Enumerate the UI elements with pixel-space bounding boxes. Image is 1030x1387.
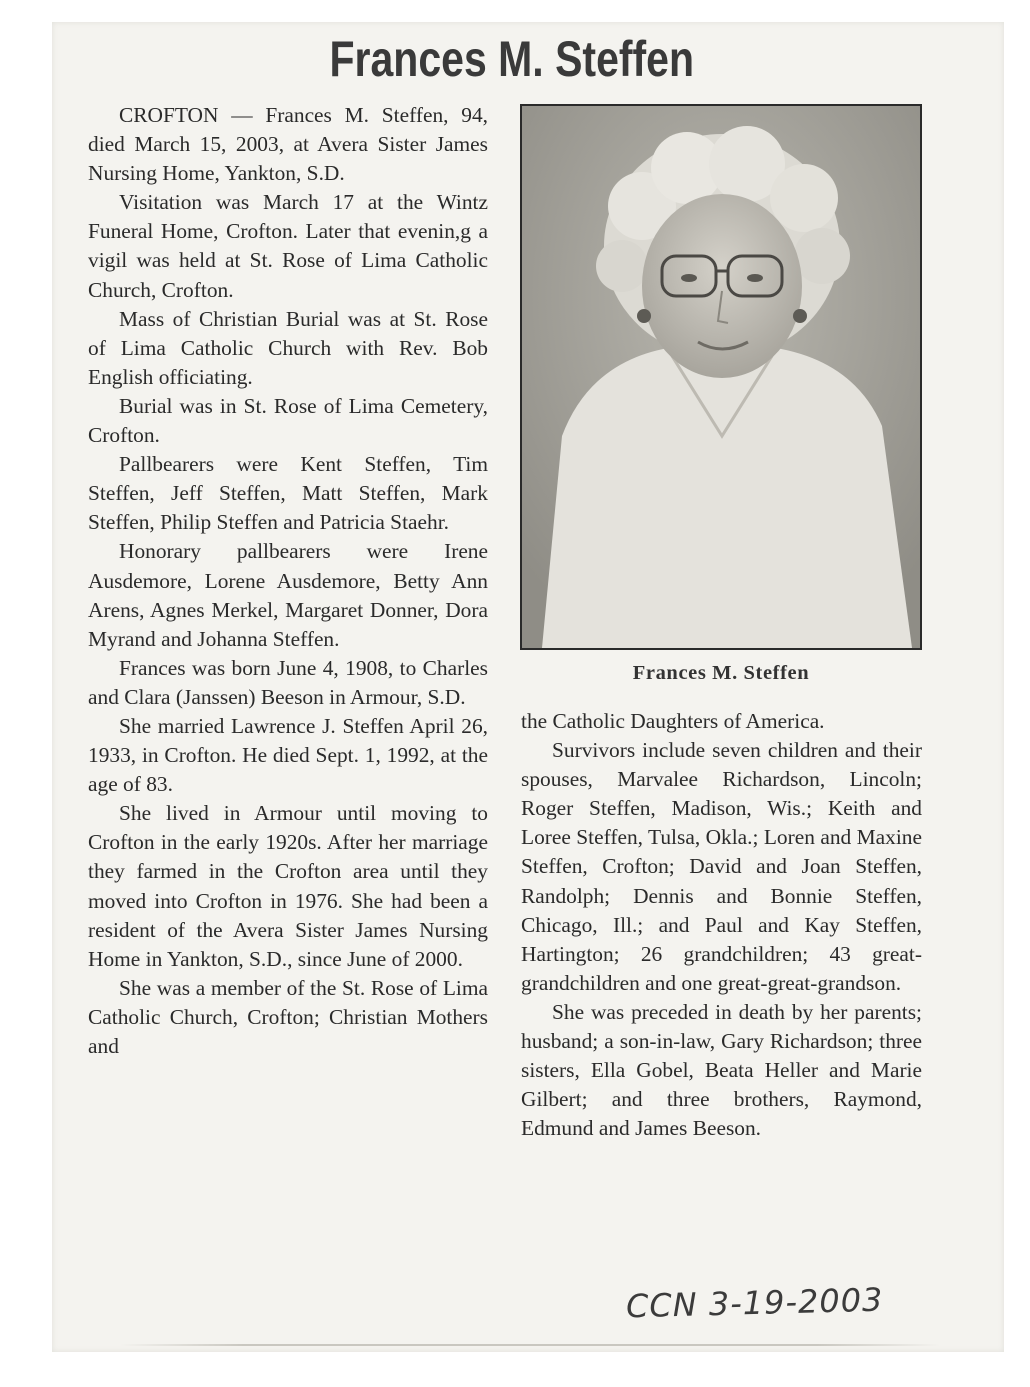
- mass-paragraph: Mass of Christian Burial was at St. Rose of Lima Catholic Church with Rev. Bob English officiating.: [88, 306, 488, 389]
- headline: Frances M. Steffen: [329, 31, 695, 87]
- obituary-lead: CROFTON — Frances M. Steffen, 94, died March 15, 2003, at Avera Sister James Nursing Home, Yankton, S.D.: [88, 103, 488, 186]
- visitation-paragraph: Visitation was March 17 at the Wintz Funeral Home, Crofton. Later that evenin,g a vigil was held at St. Rose of Lima Catholic Church, Crofton.: [88, 190, 488, 302]
- membership-continued: the Catholic Daughters of America.: [521, 709, 825, 733]
- preceded-paragraph: She was preceded in death by her parents; husband; a son-in-law, Gary Richardson; three sisters, Ella Gobel, Beata Heller and Marie Gilbert; and three brothers, Raymond, Edmund and James Beeson.: [521, 999, 922, 1141]
- photo-caption: Frances M. Steffen: [632, 662, 810, 684]
- left-column: [88, 101, 488, 1061]
- right-column: [521, 707, 922, 1143]
- marriage-paragraph: She married Lawrence J. Steffen April 26, 1933, in Crofton. He died Sept. 1, 1992, at the age of 83.: [88, 713, 488, 797]
- survivors-paragraph: Survivors include seven children and their spouses, Marvalee Richardson, Lincoln; Roger Steffen, Madison, Wis.; Keith and Loree Steffen, Tulsa, Okla.; Loren and Maxine Steffen, Crofton; David and Joan Steffen, Randolph; Dennis and Bonnie Steffen, Chicago, Ill.; and Paul and Kay Steffen, Hartington; 26 grandchildren; 43 great-grandchildren and one great-great-grandson.: [521, 738, 922, 995]
- honorary-pallbearers-paragraph: Honorary pallbearers were Irene Ausdemore, Lorene Ausdemore, Betty Ann Arens, Agnes Merkel, Margaret Donner, Dora Myrand and Johanna Steffen.: [88, 539, 488, 651]
- residence-paragraph: She lived in Armour until moving to Crofton in the early 1920s. After her marriage they farmed in the Crofton area until they moved into Crofton in 1976. She had been a resident of the Avera Sister James Nursing Home in Yankton, S.D., since June of 2000.: [88, 801, 488, 971]
- torn-bottom-edge: [120, 1344, 940, 1346]
- portrait-illustration: [522, 106, 920, 648]
- membership-paragraph: She was a member of the St. Rose of Lima Catholic Church, Crofton; Christian Mothers and: [88, 975, 488, 1058]
- portrait-photo: [520, 104, 922, 650]
- birth-paragraph: Frances was born June 4, 1908, to Charles and Clara (Janssen) Beeson in Armour, S.D.: [88, 655, 488, 709]
- pallbearers-paragraph: Pallbearers were Kent Steffen, Tim Steffen, Jeff Steffen, Matt Steffen, Mark Steffen, Philip Steffen and Patricia Staehr.: [88, 452, 488, 535]
- handwritten-date-note: CCN 3-19-2003: [625, 1280, 884, 1326]
- burial-paragraph: Burial was in St. Rose of Lima Cemetery, Crofton.: [88, 393, 488, 448]
